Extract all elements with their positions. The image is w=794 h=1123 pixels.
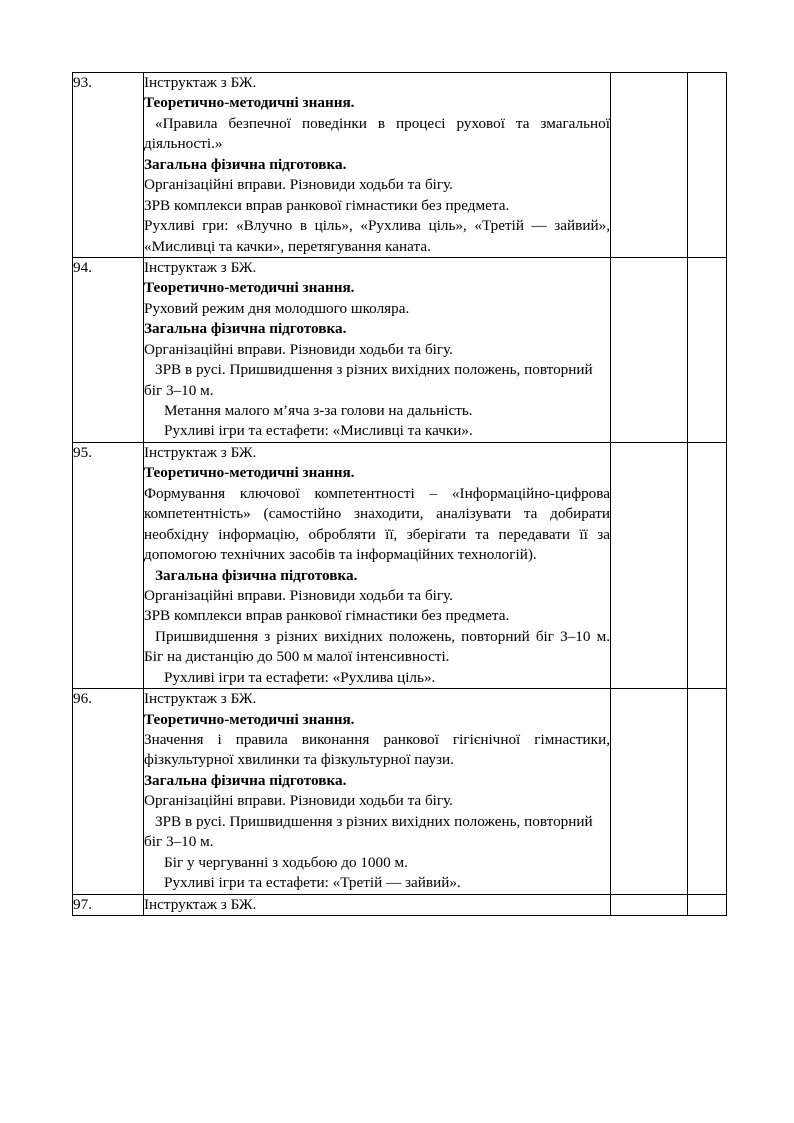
content-line: Формування ключової компетентності – «Інформаційно-цифрова компетентність» (самостійно знаходити, аналізувати та добирати необхідну інформацію, обробляти її, зберігати та передавати її за допомогою технічних засобів та інформаційних технологій). xyxy=(144,484,610,564)
content-line: Інструктаж з БЖ. xyxy=(144,258,257,276)
content-line: Організаційні вправи. Різновиди ходьби та бігу. xyxy=(144,792,453,810)
lesson-plan-table-container xyxy=(72,72,722,916)
lesson-number-cell xyxy=(73,894,144,915)
fourth-column-cell xyxy=(688,73,727,258)
third-column-cell xyxy=(611,73,688,258)
fourth-column-cell xyxy=(688,442,727,688)
content-line: Рухливі ігри та естафети: «Рухлива ціль». xyxy=(164,668,436,686)
content-line: «Правила безпечної поведінки в процесі рухової та змагальної діяльності.» xyxy=(144,114,610,153)
table-row xyxy=(73,442,727,688)
third-column-cell xyxy=(611,257,688,442)
content-heading-line: Теоретично-методичні знання. xyxy=(144,279,355,297)
fourth-column-cell xyxy=(688,689,727,894)
content-line: Організаційні вправи. Різновиди ходьби та бігу. xyxy=(144,176,453,194)
lesson-number-cell xyxy=(73,257,144,442)
fourth-column-cell xyxy=(688,257,727,442)
content-heading-line: Теоретично-методичні знання. xyxy=(144,464,355,482)
content-line: Інструктаж з БЖ. xyxy=(144,74,257,91)
lesson-number: 96. xyxy=(73,690,92,708)
content-line: Інструктаж з БЖ. xyxy=(144,895,257,913)
content-line: Організаційні вправи. Різновиди ходьби та бігу. xyxy=(144,340,453,358)
lesson-number: 97. xyxy=(73,895,92,913)
lesson-content-cell xyxy=(144,442,611,688)
lesson-number: 95. xyxy=(73,443,92,461)
third-column-cell xyxy=(611,442,688,688)
lesson-number: 93. xyxy=(73,74,92,91)
content-line: ЗРВ в русі. Пришвидшення з різних вихідних положень, повторний біг 3–10 м. xyxy=(144,361,593,399)
lesson-content-cell xyxy=(144,894,611,915)
table-row xyxy=(73,73,727,258)
third-column-cell xyxy=(611,894,688,915)
content-heading-line: Теоретично-методичні знання. xyxy=(144,94,355,112)
lesson-number-cell xyxy=(73,689,144,894)
content-line: Інструктаж з БЖ. xyxy=(144,443,257,461)
content-line: Організаційні вправи. Різновиди ходьби та бігу. xyxy=(144,586,453,604)
content-heading-line: Загальна фізична підготовка. xyxy=(155,566,358,584)
content-line: Метання малого м’яча з-за голови на дальність. xyxy=(164,402,473,419)
table-row xyxy=(73,257,727,442)
third-column-cell xyxy=(611,689,688,894)
content-line: ЗРВ комплекси вправ ранкової гімнастики без предмета. xyxy=(144,607,510,625)
content-line: Біг у чергуванні з ходьбою до 1000 м. xyxy=(164,853,408,871)
lesson-number-cell xyxy=(73,73,144,258)
lesson-content-cell xyxy=(144,689,611,894)
content-heading-line: Загальна фізична підготовка. xyxy=(144,771,347,789)
content-line: Рухливі ігри та естафети: «Третій — зайвий». xyxy=(164,874,461,892)
content-heading-line: Загальна фізична підготовка. xyxy=(144,320,347,338)
content-line: ЗРВ комплекси вправ ранкової гімнастики без предмета. xyxy=(144,196,510,214)
lesson-number: 94. xyxy=(73,258,92,276)
fourth-column-cell xyxy=(688,894,727,915)
content-line: ЗРВ в русі. Пришвидшення з різних вихідних положень, повторний біг 3–10 м. xyxy=(144,812,593,851)
lesson-content-cell xyxy=(144,257,611,442)
table-row xyxy=(73,689,727,894)
lesson-plan-table xyxy=(72,72,727,916)
content-line: Значення і правила виконання ранкової гігієнічної гімнастики, фізкультурної хвилинки та фізкультурної паузи. xyxy=(144,731,610,769)
lesson-number-cell xyxy=(73,442,144,688)
content-heading-line: Загальна фізична підготовка. xyxy=(144,155,347,173)
content-line: Інструктаж з БЖ. xyxy=(144,690,257,708)
lesson-plan-table-body xyxy=(73,73,727,916)
content-line: Рухливі ігри та естафети: «Мисливці та качки». xyxy=(164,422,473,440)
content-heading-line: Теоретично-методичні знання. xyxy=(144,710,355,728)
lesson-content-cell xyxy=(144,73,611,258)
content-line: Руховий режим дня молодшого школяра. xyxy=(144,299,410,317)
content-line: Пришвидшення з різних вихідних положень, повторний біг 3–10 м. Біг на дистанцію до 500 м малої інтенсивності. xyxy=(144,627,610,666)
content-line: Рухливі гри: «Влучно в ціль», «Рухлива ціль», «Третій — зайвий», «Мисливці та качки», перетягування каната. xyxy=(144,217,610,255)
table-row xyxy=(73,894,727,915)
